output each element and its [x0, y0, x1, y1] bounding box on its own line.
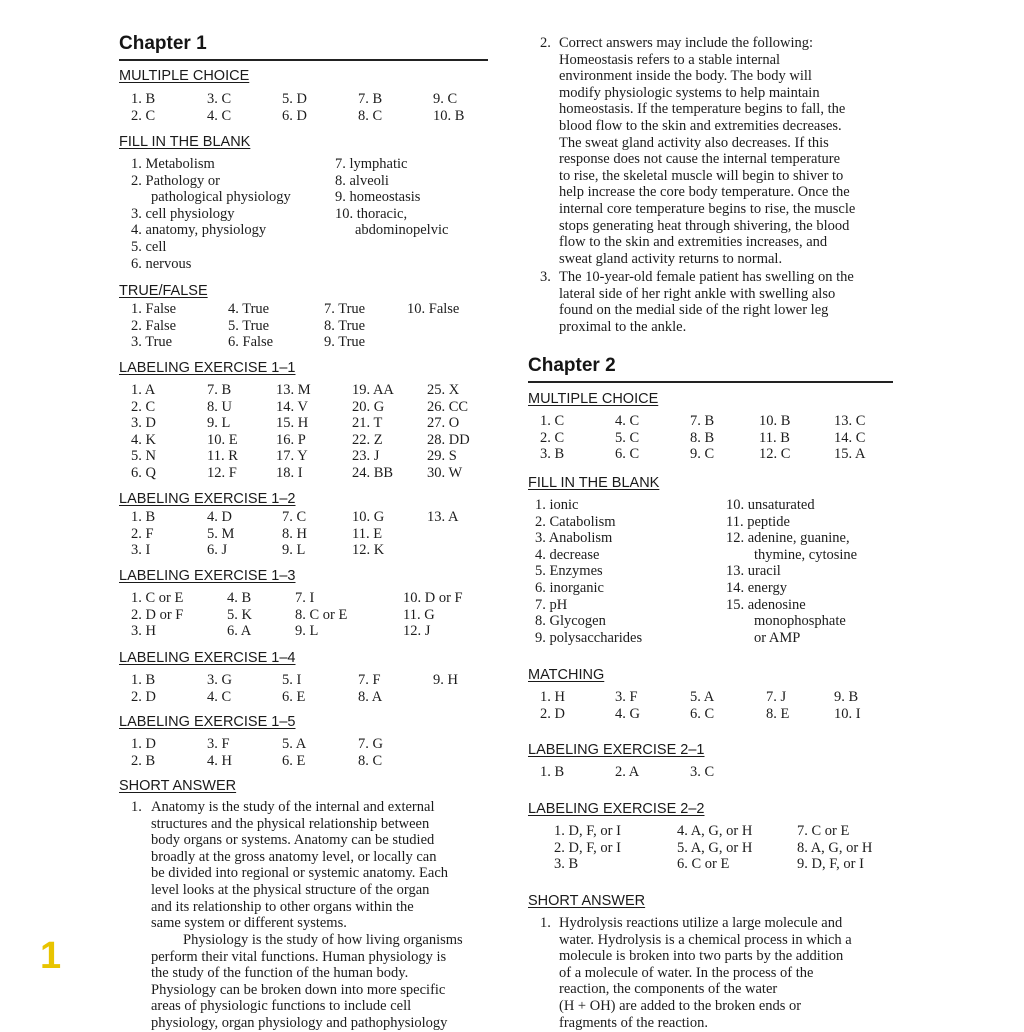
text-line: homeostasis. If the temperature begins to fall, the [559, 101, 846, 118]
chapter-2-title: Chapter 2 [528, 355, 616, 376]
text-line: 8. Glycogen [535, 613, 606, 630]
text-line: The sweat gland activity also decreases. If this [559, 134, 829, 151]
answer-item: 10. B [759, 413, 791, 429]
answer-item: 16. P [276, 431, 306, 448]
answer-item: 1. B [131, 91, 156, 107]
text-line: sweat gland activity returns to normal. [559, 250, 783, 267]
text-line: 6. inorganic [535, 579, 604, 596]
answer-item: 7. F [358, 672, 381, 688]
answer-item: 8. C [358, 752, 383, 769]
answer-item: 2. A [615, 764, 640, 780]
answer-item: 10. False [407, 301, 460, 317]
text-line: pathological physiology [151, 189, 291, 206]
answer-item: 8. A [358, 688, 383, 705]
answer-item: 11. E [352, 525, 383, 542]
text-line: thymine, cytosine [754, 546, 858, 563]
answer-item: 24. BB [352, 465, 394, 481]
answer-item: 11. B [759, 429, 790, 446]
answer-item: 1. B [131, 509, 156, 525]
answer-item: 4. K [131, 431, 156, 448]
text-line: 5. Enzymes [535, 563, 603, 580]
answer-item: 2. C [131, 398, 156, 415]
answer-item: 6. False [228, 334, 274, 351]
answer-item: 7. C or E [797, 823, 850, 839]
answer-item: 4. True [228, 301, 270, 317]
answer-item: 2. B [131, 752, 156, 769]
text-line: response does not cause the internal temperature [559, 151, 841, 168]
answer-item: 11. G [403, 606, 435, 623]
page-number: 1 [40, 935, 62, 977]
answer-item: 3. G [207, 672, 232, 688]
ch2-matching-heading: MATCHING [528, 667, 605, 683]
answer-item: 6. E [282, 688, 306, 705]
ch1-lab3-heading: LABELING EXERCISE 1–3 [119, 568, 296, 584]
answer-item: 8. A, G, or H [797, 839, 873, 856]
answer-item: 10. E [207, 431, 238, 448]
answer-item: 3. D [131, 415, 156, 432]
answer-item: 7. C [282, 509, 307, 525]
answer-item: 9. True [324, 334, 366, 351]
text-line: Homeostasis refers to a stable internal [559, 51, 781, 68]
text-line: 9. polysaccharides [535, 629, 643, 646]
chapter-1-title: Chapter 1 [119, 33, 207, 54]
answer-item: 9. C [690, 446, 715, 463]
text-line: level looks at the physical structure of the organ [151, 881, 430, 898]
text-line: structures and the physical relationship between [151, 815, 430, 832]
answer-item: 9. H [433, 672, 458, 688]
text-line: abdominopelvic [355, 222, 449, 239]
text-line: proximal to the ankle. [559, 318, 687, 335]
answer-item: 4. G [615, 705, 640, 722]
text-line: Physiology can be broken down into more specific [151, 981, 446, 998]
text-line: be divided into regional or systemic anatomy. Each [151, 865, 449, 882]
answer-item: 29. S [427, 448, 457, 465]
answer-item: 8. C [358, 107, 383, 124]
text-line: (H + OH) are added to the broken ends or [559, 997, 802, 1014]
answer-item: 26. CC [427, 398, 469, 415]
answer-item: 7. I [295, 590, 315, 606]
answer-item: 8. E [766, 705, 790, 722]
answer-item: 2. C [131, 107, 156, 124]
answer-item: 8. B [690, 429, 715, 446]
answer-item: 7. B [690, 413, 715, 429]
answer-item: 4. B [227, 590, 252, 606]
text-line: same system or different systems. [151, 915, 347, 932]
ch2-sa-item1-number: 1. [540, 915, 551, 931]
answer-item: 1. False [131, 301, 177, 317]
answer-item: 25. X [427, 382, 460, 398]
answer-item: 1. B [131, 672, 156, 688]
text-line: reaction, the components of the water [559, 981, 778, 998]
answer-item: 10. B [433, 107, 465, 124]
answer-item: 8. C or E [295, 606, 348, 623]
text-line: The 10-year-old female patient has swelling on the [559, 269, 854, 285]
text-line: 12. adenine, guanine, [726, 530, 850, 547]
text-line: 10. unsaturated [726, 497, 815, 513]
text-line: to rise, the skeletal muscle will begin to shiver to [559, 167, 844, 184]
text-line: 7. pH [535, 596, 568, 613]
answer-item: 7. B [358, 91, 383, 107]
answer-item: 7. J [766, 689, 787, 705]
answer-item: 23. J [352, 448, 380, 465]
ch1-sa-item2-number: 2. [540, 35, 551, 51]
answer-item: 8. True [324, 317, 366, 334]
answer-item: 3. B [554, 856, 579, 873]
answer-item: 3. True [131, 334, 173, 351]
answer-item: 3. F [207, 736, 230, 752]
answer-item: 7. B [207, 382, 232, 398]
answer-item: 12. K [352, 542, 385, 559]
answer-item: 2. D [540, 705, 565, 722]
text-line: body organs or systems. Anatomy can be studied [151, 832, 435, 849]
text-line: water. Hydrolysis is a chemical process in which a [559, 931, 852, 948]
text-line: 8. alveoli [335, 172, 389, 189]
text-line: flow to the skin and extremities increases, and [559, 234, 828, 251]
answer-item: 5. C [615, 429, 640, 446]
text-line: 1. Metabolism [131, 156, 215, 172]
ch1-sa-item2-text [559, 35, 855, 267]
text-line: the study of the function of the human body. [151, 965, 409, 982]
ch2-mc-heading: MULTIPLE CHOICE [528, 391, 659, 407]
answer-item: 12. C [759, 446, 791, 463]
answer-item: 4. C [207, 107, 232, 124]
answer-item: 28. DD [427, 431, 470, 448]
text-line: 9. homeostasis [335, 189, 421, 206]
answer-item: 5. A [690, 689, 715, 705]
answer-item: 10. I [834, 705, 861, 722]
answer-item: 1. D [131, 736, 156, 752]
text-line: areas of physiologic functions to include cell [151, 998, 412, 1015]
answer-item: 10. D or F [403, 590, 463, 606]
answer-item: 5. K [227, 606, 252, 623]
text-line: 4. decrease [535, 546, 600, 563]
text-line: found on the medial side of the right lower leg [559, 302, 829, 319]
answer-item: 6. A [227, 623, 252, 640]
answer-item: 13. C [834, 413, 866, 429]
ch2-lab2-heading: LABELING EXERCISE 2–2 [528, 801, 705, 817]
answer-item: 8. U [207, 398, 232, 415]
answer-item: 22. Z [352, 431, 383, 448]
text-line: 13. uracil [726, 563, 781, 580]
answer-item: 5. A, G, or H [677, 839, 753, 856]
text-line: internal core temperature begins to rise, the muscle [559, 200, 856, 217]
answer-item: 5. D [282, 91, 307, 107]
ch1-lab2-heading: LABELING EXERCISE 1–2 [119, 491, 296, 507]
text-line: lateral side of her right ankle with swelling also [559, 285, 836, 302]
text-line: blood flow to the skin and extremities decreases. [559, 117, 842, 134]
answer-item: 5. I [282, 672, 302, 688]
answer-item: 8. H [282, 525, 307, 542]
answer-item: 13. M [276, 382, 311, 398]
answer-item: 1. A [131, 382, 156, 398]
answer-item: 6. Q [131, 465, 156, 481]
text-line: Anatomy is the study of the internal and external [151, 799, 435, 815]
answer-item: 15. A [834, 446, 866, 463]
text-line: of a molecule of water. In the process of the [559, 964, 814, 981]
text-line: or AMP [754, 629, 801, 646]
answer-item: 30. W [427, 465, 463, 481]
text-line: physiology, organ physiology and pathophysiology [151, 1014, 448, 1031]
text-line: 6. nervous [131, 255, 192, 272]
answer-item: 6. E [282, 752, 306, 769]
ch1-lab1-heading: LABELING EXERCISE 1–1 [119, 360, 296, 376]
ch1-lab5-heading: LABELING EXERCISE 1–5 [119, 714, 296, 730]
answer-item: 2. D, F, or I [554, 839, 621, 856]
text-line: 2. Pathology or [131, 172, 221, 189]
ch1-sa-item1-number: 1. [131, 799, 142, 815]
answer-item: 1. C or E [131, 590, 184, 606]
answer-item: 3. I [131, 542, 151, 559]
text-line: molecule is broken into two parts by the addition [559, 948, 844, 965]
text-line: Correct answers may include the following: [559, 35, 814, 51]
answer-item: 20. G [352, 398, 385, 415]
answer-item: 1. C [540, 413, 565, 429]
answer-item: 14. V [276, 398, 308, 415]
answer-item: 18. I [276, 465, 303, 481]
text-line: monophosphate [754, 613, 846, 630]
answer-item: 5. N [131, 448, 156, 465]
answer-item: 5. M [207, 525, 235, 542]
text-line: help increase the core body temperature. Once the [559, 184, 850, 201]
answer-item: 15. H [276, 415, 309, 432]
ch2-fib-right [726, 497, 857, 646]
answer-item: 21. T [352, 415, 383, 432]
ch2-sa-heading: SHORT ANSWER [528, 893, 646, 909]
answer-item: 5. True [228, 317, 270, 334]
answer-item: 7. G [358, 736, 383, 752]
answer-item: 4. C [615, 413, 640, 429]
answer-item: 3. C [207, 91, 232, 107]
answer-item: 1. B [540, 764, 565, 780]
answer-item: 1. H [540, 689, 565, 705]
text-line: stops generating heat through shivering, the blood [559, 217, 850, 234]
ch1-tf-heading: TRUE/FALSE [119, 283, 208, 299]
text-line: environment inside the body. The body will [559, 68, 812, 85]
answer-item: 6. C or E [677, 856, 730, 873]
ch1-lab4-heading: LABELING EXERCISE 1–4 [119, 650, 296, 666]
answer-item: 9. L [207, 415, 231, 432]
answer-item: 12. F [207, 465, 237, 481]
answer-item: 2. C [540, 429, 565, 446]
ch2-fib-left [535, 497, 642, 646]
answer-item: 13. A [427, 509, 459, 525]
answer-item: 19. AA [352, 382, 394, 398]
text-line: 7. lymphatic [335, 156, 408, 172]
answer-item: 6. C [690, 705, 715, 722]
ch1-fib-heading: FILL IN THE BLANK [119, 134, 251, 150]
answer-item: 4. H [207, 752, 232, 769]
answer-item: 4. D [207, 509, 232, 525]
answer-item: 10. G [352, 509, 385, 525]
text-line: 15. adenosine [726, 596, 806, 613]
answer-item: 3. C [690, 764, 715, 780]
text-line: 2. Catabolism [535, 513, 616, 530]
text-line: 3. cell physiology [131, 205, 235, 222]
answer-item: 9. D, F, or I [797, 856, 864, 873]
answer-item: 9. L [282, 542, 306, 559]
answer-item: 7. True [324, 301, 366, 317]
answer-item: 2. False [131, 317, 177, 334]
answer-item: 2. D [131, 688, 156, 705]
answer-item: 12. J [403, 623, 431, 640]
answer-item: 17. Y [276, 448, 308, 465]
answer-item: 5. A [282, 736, 307, 752]
answer-item: 4. C [207, 688, 232, 705]
text-line: broadly at the gross anatomy level, or locally can [151, 848, 437, 865]
ch1-sa-item3-text [559, 269, 854, 335]
answer-item: 6. D [282, 107, 307, 124]
answer-item: 9. B [834, 689, 859, 705]
text-line: 1. ionic [535, 497, 579, 513]
answer-item: 27. O [427, 415, 460, 432]
text-line: Hydrolysis reactions utilize a large molecule and [559, 915, 843, 931]
text-line: 5. cell [131, 238, 167, 255]
text-line: 10. thoracic, [335, 205, 408, 222]
ch1-sa-heading: SHORT ANSWER [119, 778, 237, 794]
text-line: and its relationship to other organs within the [151, 898, 414, 915]
text-line: 3. Anabolism [535, 530, 613, 547]
answer-item: 3. H [131, 623, 156, 640]
chapter-2-rule [528, 381, 893, 383]
ch1-sa-item3-number: 3. [540, 269, 551, 285]
answer-item: 6. C [615, 446, 640, 463]
answer-item: 3. B [540, 446, 565, 463]
text-line: fragments of the reaction. [559, 1014, 708, 1031]
answer-item: 1. D, F, or I [554, 823, 621, 839]
answer-item: 3. F [615, 689, 638, 705]
text-line: perform their vital functions. Human physiology is [151, 948, 447, 965]
text-line: 4. anatomy, physiology [131, 222, 267, 239]
text-line: modify physiologic systems to help maintain [559, 84, 820, 101]
answer-item: 6. J [207, 542, 228, 559]
ch2-sa-item1-text [559, 915, 852, 1031]
answer-item: 9. C [433, 91, 458, 107]
answer-item: 4. A, G, or H [677, 823, 753, 839]
ch2-lab1-heading: LABELING EXERCISE 2–1 [528, 742, 705, 758]
answer-item: 14. C [834, 429, 866, 446]
answer-item: 2. D or F [131, 606, 184, 623]
ch1-mc-heading: MULTIPLE CHOICE [119, 68, 250, 84]
text-line: 14. energy [726, 579, 787, 596]
answer-item: 2. F [131, 525, 154, 542]
answer-item: 9. L [295, 623, 319, 640]
text-line: 11. peptide [726, 513, 790, 530]
answer-item: 11. R [207, 448, 238, 465]
text-line: Physiology is the study of how living organisms [183, 932, 463, 948]
ch2-fib-heading: FILL IN THE BLANK [528, 475, 660, 491]
